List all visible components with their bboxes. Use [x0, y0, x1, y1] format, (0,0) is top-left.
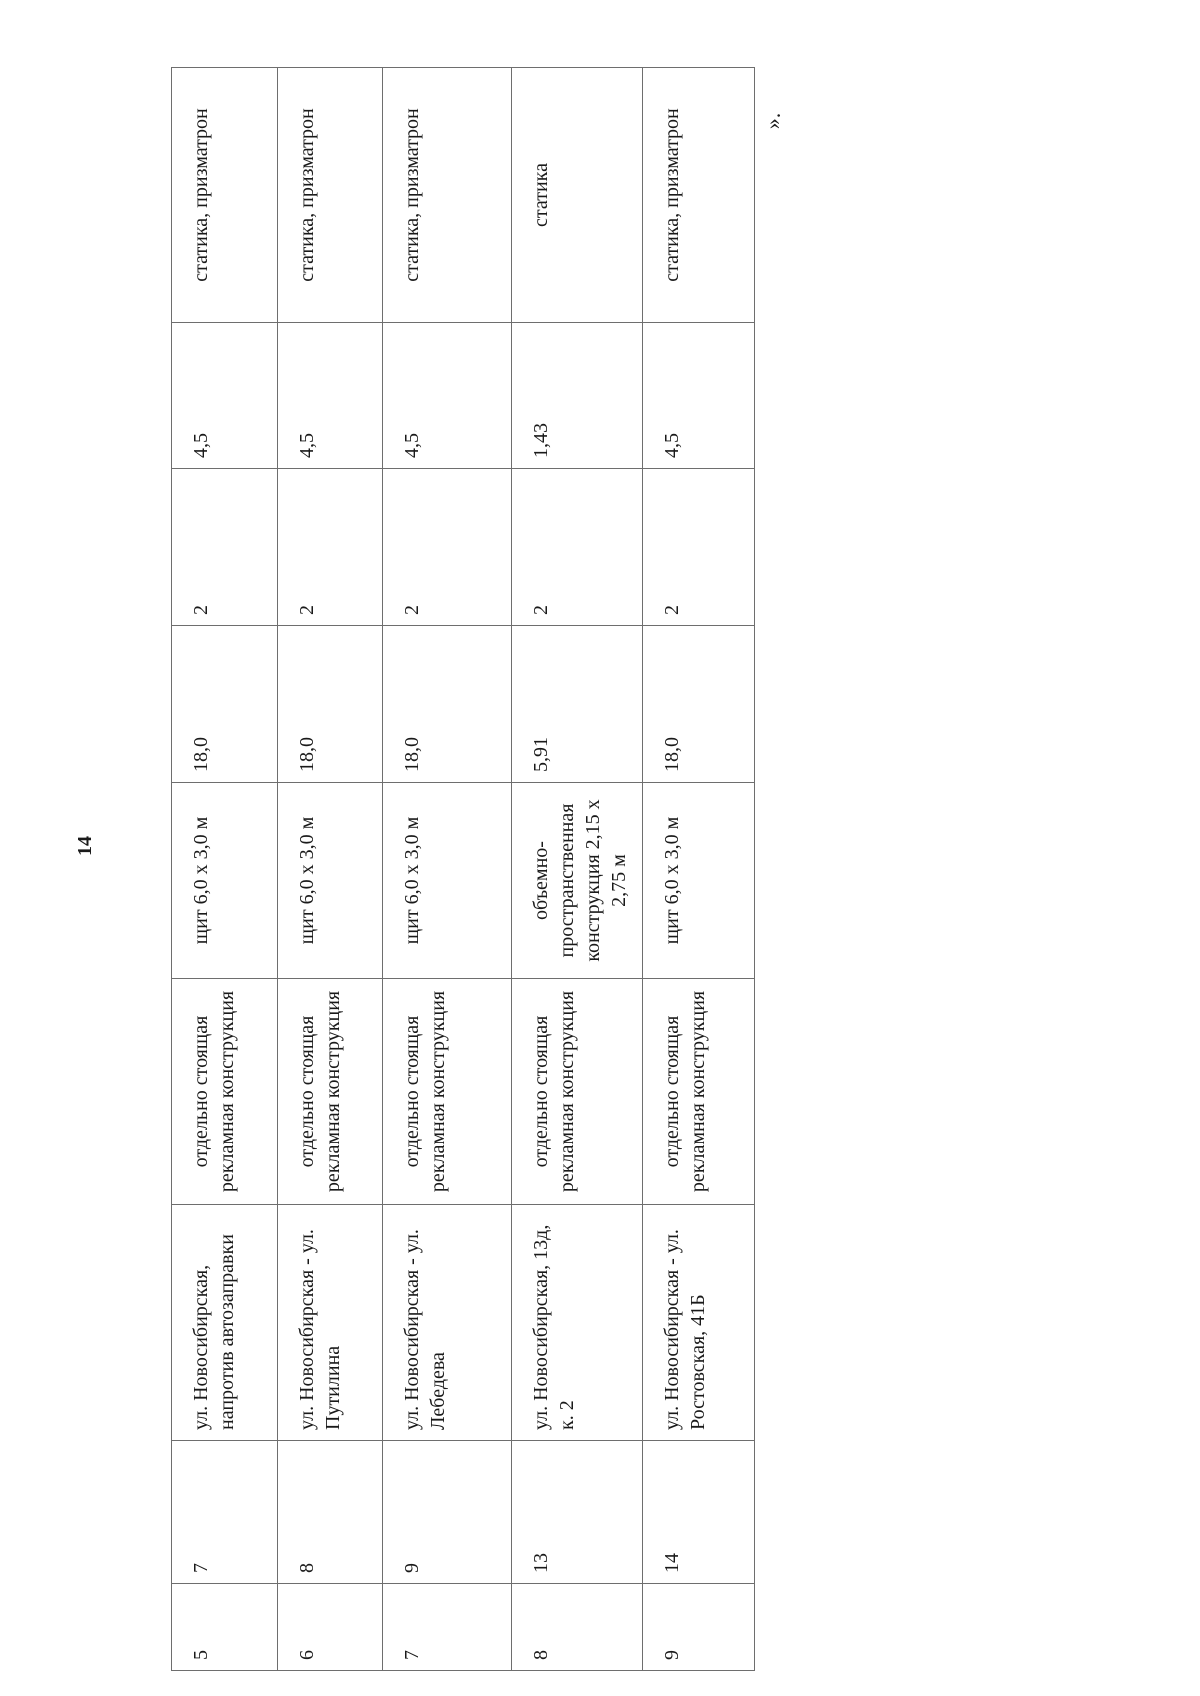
- cell-height: 4,5: [172, 323, 278, 469]
- cell-height: 4,5: [278, 323, 383, 469]
- cell-structure-kind: отдельно стоящая рекламная конструкция: [383, 979, 512, 1205]
- cell-technology: статика: [512, 68, 643, 323]
- cell-structure-kind: отдельно стоящая рекламная конструкция: [172, 979, 278, 1205]
- closing-quote-mark: ».: [760, 112, 785, 130]
- cell-structure-kind: отдельно стоящая рекламная конструкция: [643, 979, 755, 1205]
- cell-area: 18,0: [383, 626, 512, 783]
- table-row: [512, 68, 643, 1671]
- table-body: [172, 68, 755, 1671]
- cell-height: 4,5: [383, 323, 512, 469]
- cell-point-number: 7: [172, 1441, 278, 1584]
- cell-address: ул. Новосибирская - ул. Путилина: [278, 1205, 383, 1441]
- cell-point-number: 9: [383, 1441, 512, 1584]
- cell-sides: 2: [278, 469, 383, 626]
- cell-sides: 2: [172, 469, 278, 626]
- cell-structure-kind: отдельно стоящая рекламная конструкция: [512, 979, 643, 1205]
- cell-structure-kind: отдельно стоящая рекламная конструкция: [278, 979, 383, 1205]
- cell-structure-type: щит 6,0 х 3,0 м: [643, 783, 755, 979]
- cell-structure-type: щит 6,0 х 3,0 м: [383, 783, 512, 979]
- cell-address: ул. Новосибирская - ул. Ростовская, 41Б: [643, 1205, 755, 1441]
- table-row: [172, 68, 278, 1671]
- cell-area: 5,91: [512, 626, 643, 783]
- table-row: [643, 68, 755, 1671]
- cell-sides: 2: [383, 469, 512, 626]
- cell-structure-type: щит 6,0 х 3,0 м: [172, 783, 278, 979]
- cell-point-number: 8: [278, 1441, 383, 1584]
- cell-address: ул. Новосибирская, 13д, к. 2: [512, 1205, 643, 1441]
- cell-sides: 2: [512, 469, 643, 626]
- cell-height: 1,43: [512, 323, 643, 469]
- table-row: [383, 68, 512, 1671]
- cell-technology: статика, призматрон: [383, 68, 512, 323]
- cell-structure-type: щит 6,0 х 3,0 м: [278, 783, 383, 979]
- cell-point-number: 14: [643, 1441, 755, 1584]
- table-row: [278, 68, 383, 1671]
- cell-area: 18,0: [172, 626, 278, 783]
- cell-technology: статика, призматрон: [172, 68, 278, 323]
- cell-row-number: 7: [383, 1584, 512, 1671]
- cell-row-number: 6: [278, 1584, 383, 1671]
- cell-area: 18,0: [278, 626, 383, 783]
- cell-address: ул. Новосибирская, напротив автозаправки: [172, 1205, 278, 1441]
- cell-sides: 2: [643, 469, 755, 626]
- cell-point-number: 13: [512, 1441, 643, 1584]
- cell-technology: статика, призматрон: [278, 68, 383, 323]
- cell-row-number: 8: [512, 1584, 643, 1671]
- advertising-structures-table: [171, 67, 755, 1671]
- page-number: 14: [74, 836, 96, 856]
- cell-row-number: 9: [643, 1584, 755, 1671]
- cell-address: ул. Новосибирская - ул. Лебедева: [383, 1205, 512, 1441]
- cell-structure-type: объемно-пространственная конструкция 2,15 х 2,75 м: [512, 783, 643, 979]
- cell-technology: статика, призматрон: [643, 68, 755, 323]
- cell-row-number: 5: [172, 1584, 278, 1671]
- cell-area: 18,0: [643, 626, 755, 783]
- cell-height: 4,5: [643, 323, 755, 469]
